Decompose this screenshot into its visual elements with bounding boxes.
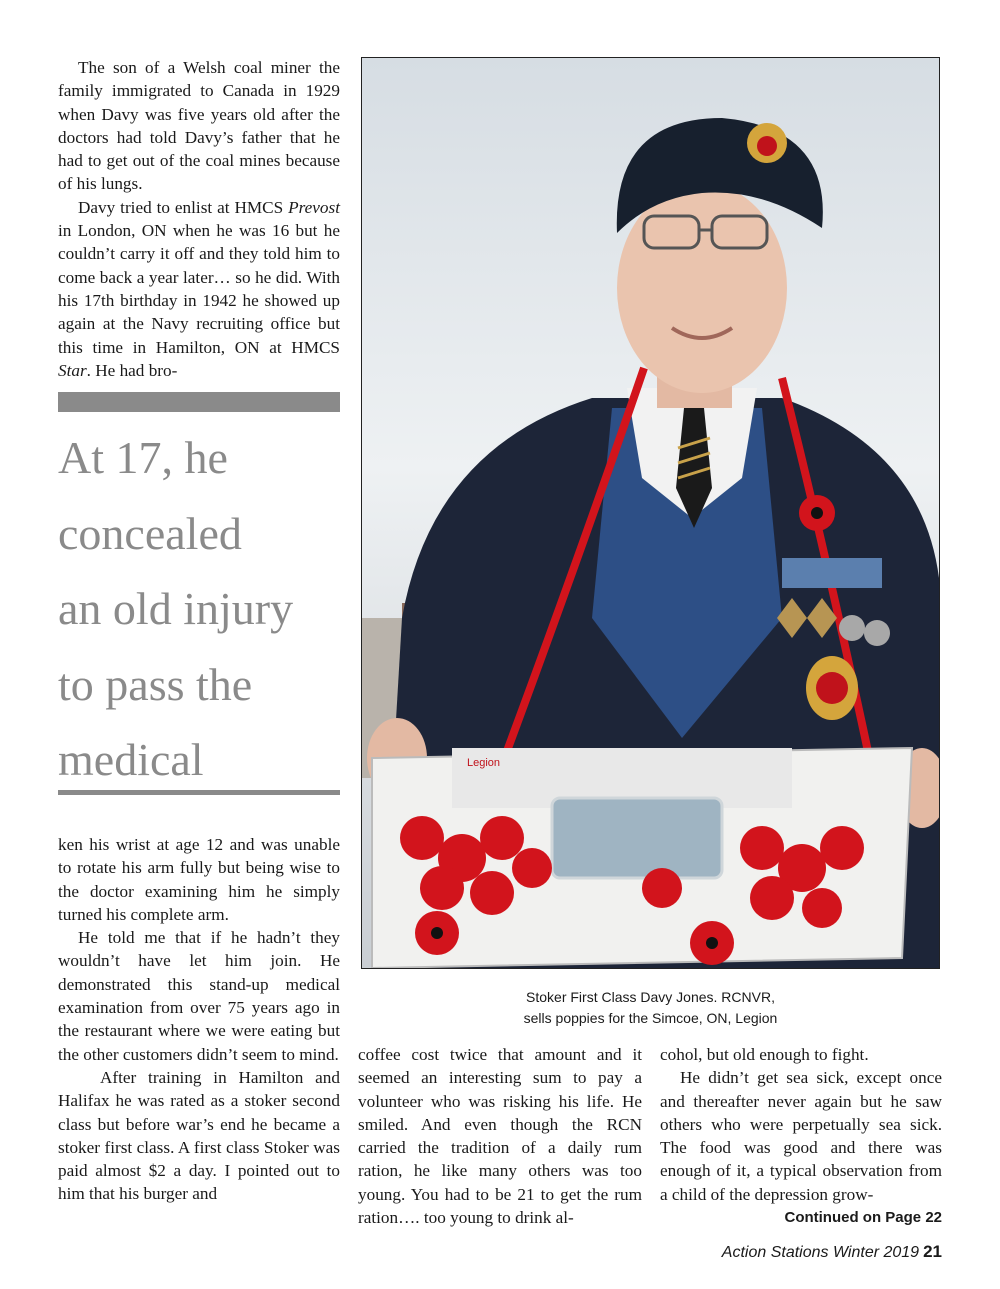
article-column-1-bottom	[58, 833, 340, 1206]
pull-quote-line: At 17, he	[58, 432, 228, 483]
pull-quote-bottom-rule	[58, 790, 340, 795]
caption-line: sells poppies for the Simcoe, ON, Legion	[523, 1010, 778, 1026]
pull-quote-line: an old injury	[58, 583, 294, 634]
donation-box	[552, 798, 722, 878]
continued-notice: Continued on Page 22	[784, 1209, 942, 1226]
pull-quote-line: concealed	[58, 507, 242, 559]
page-footer	[722, 1242, 942, 1262]
article-column-2	[358, 1043, 642, 1229]
caption-line: Stoker First Class Davy Jones. RCNVR,	[526, 989, 775, 1005]
paragraph: He told me that if he hadn’t they wouldn’t have let him join. He demonstrated this stand-up medical examination from over 75 years ago in the restaurant where we were eating but the other customers didn’t seem to mind.	[58, 928, 340, 1064]
paragraph: ken his wrist at age 12 and was unable to rotate his arm fully but being wise to the doctor examining him he simply turned his complete arm.	[58, 835, 340, 924]
paragraph: After training in Hamilton and Halifax he was rated as a stoker second class but before war’s end he became a stoker first class. A first class Stoker was paid almost $2 a day. I pointed out to him that his burger and	[58, 1067, 340, 1204]
veteran-photo	[361, 57, 940, 969]
paragraph: coffee cost twice that amount and it seemed an interesting sum to pay a volunteer who was risking his life. He smiled. And even though the RCN carried the tradition of a daily rum ration, he like many others was too young. You had to be 21 to get the rum ration…. too young to drink al-	[358, 1045, 642, 1228]
paragraph: Davy tried to enlist at HMCS Prevost in London, ON when he was 16 but he couldn’t carry it off and they told him to come back a year later… so he did. With his 17th birthday in 1942 he showed up again at the Navy recruiting office but this time in Hamilton, ON at HMCS Star. He had bro-	[58, 197, 340, 380]
article-column-1-top	[58, 56, 340, 382]
page-number: 21	[923, 1242, 942, 1261]
paragraph: cohol, but old enough to fight.	[660, 1045, 869, 1064]
pull-quote-top-rule	[58, 392, 340, 412]
article-column-3	[660, 1043, 942, 1206]
publication-name: Action Stations Winter 2019	[721, 1244, 920, 1261]
face	[617, 183, 787, 393]
veteran-photo-illustration	[362, 58, 939, 968]
paragraph: The son of a Welsh coal miner the family immigrated to Canada in 1929 when Davy was five years old after the doctors had told Davy’s father that he had to get out of the coal mines because of his lungs.	[58, 58, 340, 194]
pull-quote-line: to pass the	[58, 658, 253, 710]
photo-caption	[361, 987, 940, 1029]
pull-quote-line: medical	[58, 734, 204, 785]
paragraph: He didn’t get sea sick, except once and thereafter never again but he saw others who were perpetually sea sick. The food was good and there was enough of it, a typical observation from a child of the depression grow-	[660, 1068, 942, 1204]
pamphlet-label: Legion	[467, 757, 501, 769]
pull-quote	[58, 420, 348, 798]
